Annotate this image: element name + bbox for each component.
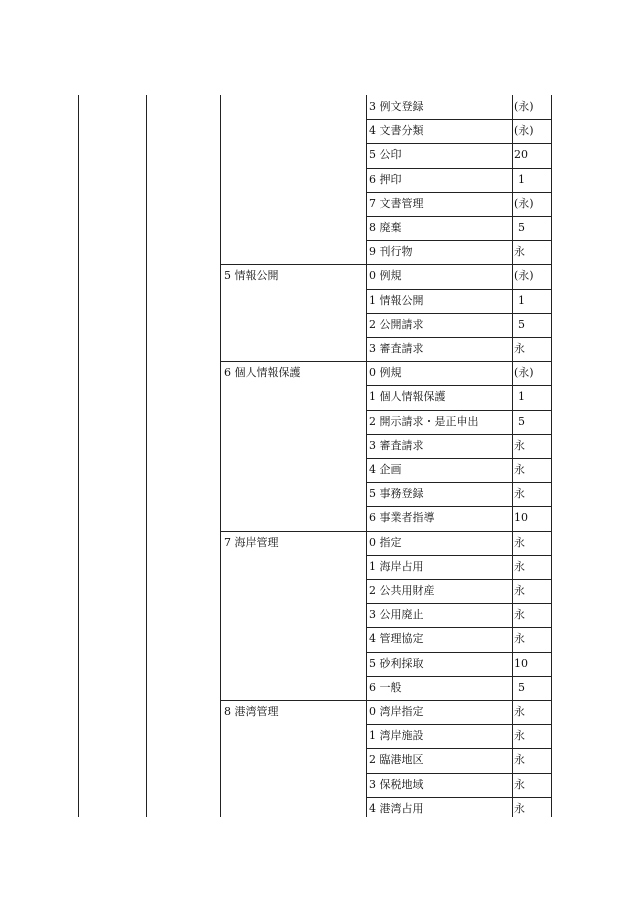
row-separator — [366, 385, 552, 386]
retention-period: 10 — [514, 656, 528, 670]
item-name: 4 企画 — [369, 463, 402, 476]
retention-period: 永 — [514, 632, 525, 646]
group-label: 8 港湾管理 — [224, 705, 279, 718]
retention-period: 5 — [518, 680, 525, 694]
item-name: 5 砂利採取 — [369, 656, 424, 670]
row-separator — [366, 337, 552, 338]
item-name: 0 指定 — [369, 535, 402, 549]
item-name: 6 一般 — [369, 680, 402, 694]
item-name: 5 公印 — [369, 148, 402, 162]
row-separator — [366, 724, 552, 725]
row-separator — [366, 434, 552, 435]
item-name: 4 管理協定 — [369, 632, 424, 646]
item-name: 1 湾岸施設 — [369, 729, 424, 743]
retention-period: 永 — [514, 729, 525, 743]
item-name: 3 例文登録 — [369, 100, 424, 113]
retention-period: 永 — [514, 342, 525, 355]
column-border — [512, 95, 513, 817]
column-border — [220, 95, 221, 817]
column-border — [366, 95, 367, 817]
row-separator — [366, 627, 552, 628]
group-separator — [220, 531, 552, 532]
retention-period: 永 — [514, 438, 525, 452]
item-name: 3 審査請求 — [369, 342, 424, 355]
item-name: 2 公開請求 — [369, 317, 424, 331]
item-name: 2 公共用財産 — [369, 584, 435, 597]
item-name: 3 公用廃止 — [369, 608, 424, 622]
row-separator — [366, 555, 552, 556]
retention-period: 5 — [518, 414, 525, 428]
row-separator — [366, 216, 552, 217]
row-separator — [366, 289, 552, 290]
retention-period: (永) — [514, 124, 534, 138]
retention-period: 永 — [514, 584, 525, 597]
row-separator — [366, 773, 552, 774]
column-border — [78, 95, 79, 817]
row-separator — [366, 579, 552, 580]
item-name: 1 情報公開 — [369, 293, 424, 307]
retention-period: (永) — [514, 269, 534, 283]
row-separator — [366, 143, 552, 144]
item-name: 9 刊行物 — [369, 245, 413, 259]
row-separator — [366, 313, 552, 314]
row-separator — [366, 240, 552, 241]
group-label: 6 個人情報保護 — [224, 366, 301, 380]
group-label: 7 海岸管理 — [224, 535, 279, 549]
item-name: 6 事業者指導 — [369, 511, 435, 525]
retention-period: 永 — [514, 777, 525, 791]
row-separator — [366, 797, 552, 798]
row-separator — [366, 482, 552, 483]
row-separator — [366, 168, 552, 169]
item-name: 2 開示請求・是正申出 — [369, 414, 479, 428]
retention-period: 永 — [514, 245, 525, 259]
row-separator — [366, 458, 552, 459]
retention-period: (永) — [514, 366, 534, 380]
item-name: 1 個人情報保護 — [369, 390, 446, 404]
column-border — [551, 95, 552, 817]
column-border — [146, 95, 147, 817]
row-separator — [366, 192, 552, 193]
retention-period: (永) — [514, 196, 534, 210]
row-separator — [366, 506, 552, 507]
retention-period: 永 — [514, 487, 525, 501]
row-separator — [366, 748, 552, 749]
retention-period: 永 — [514, 559, 525, 573]
retention-period: 永 — [514, 705, 525, 718]
row-separator — [366, 603, 552, 604]
item-name: 8 廃棄 — [369, 221, 402, 234]
retention-period: 永 — [514, 535, 525, 549]
item-name: 5 事務登録 — [369, 487, 424, 501]
item-name: 0 例規 — [369, 366, 402, 380]
item-name: 0 湾岸指定 — [369, 705, 424, 718]
row-separator — [366, 410, 552, 411]
item-name: 4 港湾占用 — [369, 801, 424, 815]
group-separator — [220, 700, 552, 701]
retention-period: 1 — [518, 293, 525, 307]
retention-period: 1 — [518, 172, 525, 186]
row-separator — [366, 119, 552, 120]
retention-period: 20 — [514, 148, 528, 162]
group-separator — [220, 264, 552, 265]
item-name: 4 文書分類 — [369, 124, 424, 138]
row-separator — [366, 676, 552, 677]
item-name: 3 保税地域 — [369, 777, 424, 791]
group-separator — [220, 361, 552, 362]
item-name: 6 押印 — [369, 172, 402, 186]
row-separator — [366, 652, 552, 653]
retention-period: 永 — [514, 753, 525, 767]
retention-period: 1 — [518, 390, 525, 404]
item-name: 3 審査請求 — [369, 438, 424, 452]
retention-period: 永 — [514, 608, 525, 622]
item-name: 7 文書管理 — [369, 196, 424, 210]
retention-period: 永 — [514, 801, 525, 815]
retention-period: 10 — [514, 511, 528, 525]
group-label: 5 情報公開 — [224, 269, 279, 283]
item-name: 1 海岸占用 — [369, 559, 424, 573]
item-name: 0 例規 — [369, 269, 402, 283]
retention-period: 5 — [518, 317, 525, 331]
item-name: 2 臨港地区 — [369, 753, 424, 767]
retention-period: 5 — [518, 221, 525, 234]
retention-period: 永 — [514, 463, 525, 476]
retention-period: (永) — [514, 100, 534, 113]
